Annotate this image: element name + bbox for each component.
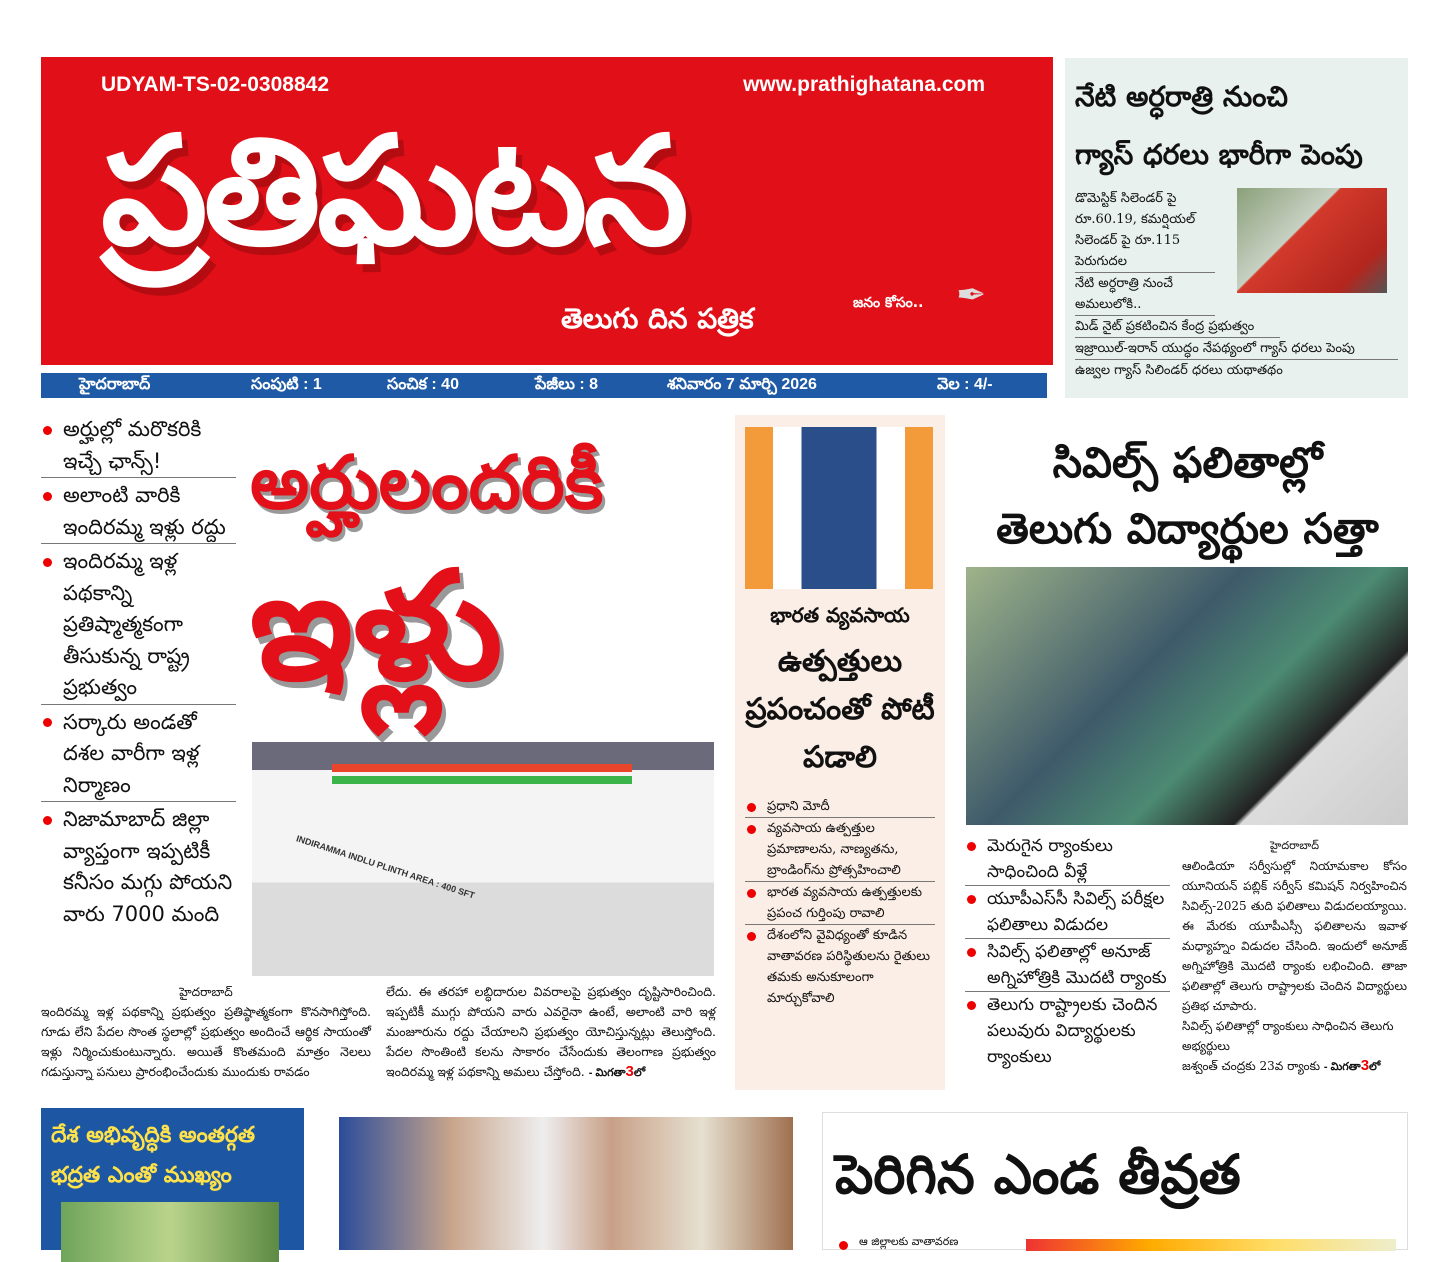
body-text: సివిల్స్ ఫలితాల్లో ర్యాంకులు సాధించిన తెలుగు అభ్యర్థులు [1182, 1019, 1394, 1053]
list-item: యూపీఎస్‌సీ సివిల్స్ పరీక్షల ఫలితాలు విడుదల [965, 886, 1170, 939]
headline: దేశ అభివృద్ధికి అంతర్గత భద్రత ఎంతో ముఖ్యం [51, 1123, 256, 1188]
point: ఉజ్వల గ్యాస్ సిలిండర్ ధరలు యథాతథం [1075, 363, 1283, 378]
civils-bullets [965, 833, 1170, 1070]
list-item: సివిల్స్ ఫలితాల్లో అనూజ్ అగ్నిహోత్రికి మొదటి ర్యాంకు [965, 939, 1170, 992]
price: వెల : 4/- [937, 375, 993, 393]
list-item: తెలుగు రాష్ట్రాలకు చెందిన పలువురు విద్యార్థులకు ర్యాంకులు [965, 992, 1170, 1070]
headline-line-1: సివిల్స్ ఫలితాల్లో [1052, 438, 1323, 487]
lead-bullets [41, 414, 236, 932]
civils-headline[interactable] [960, 430, 1415, 562]
image-caption: INDIRAMMA INDLU PLINTH AREA : 400 SFT [295, 833, 476, 901]
civils-body [1182, 836, 1407, 1076]
students-checking-results-photo [966, 567, 1408, 825]
motto: జనం కోసం.. [853, 295, 924, 311]
lead-headline-1[interactable]: అర్హులందరికీ [250, 440, 604, 526]
list-item: వ్యవసాయ ఉత్పత్తుల ప్రమాణాలను, నాణ్యతను, బ్రాండింగ్‌ను ప్రోత్సహించాలి [745, 818, 935, 882]
volume: సంపుటి : 1 [251, 375, 322, 393]
security-story[interactable] [41, 1108, 304, 1250]
website-link[interactable]: www.prathighatana.com [743, 73, 985, 96]
headline: ఉత్పత్తులు ప్రపంచంతో పోటీ పడాలి [745, 644, 935, 775]
headline-line-2: తెలుగు విద్యార్థుల సత్తా [996, 504, 1379, 553]
kicker: భారత వ్యవసాయ [770, 603, 910, 627]
list-item: ఆ జిల్లాలకు వాతావరణ [837, 1235, 1421, 1251]
quill-icon: ✒ [956, 275, 987, 316]
date: శనివారం 7 మార్చి 2026 [667, 375, 817, 393]
list-item: ఇందిరమ్మ ఇళ్ల పథకాన్ని ప్రతిష్మాత్మకంగా తీసుకున్న రాష్ట్ర ప్రభుత్వం [41, 546, 236, 705]
continued-link[interactable]: - మిగతా3లో [588, 1063, 646, 1080]
registration-number: UDYAM-TS-02-0308842 [101, 73, 329, 96]
list-item: అలాంటి వారికి ఇందిరమ్మ ఇళ్లు రద్దు [41, 480, 236, 544]
info-bar [41, 373, 1047, 398]
dateline: హైదరాబాద్ [1270, 839, 1319, 852]
lead-headline-2[interactable]: ఇళ్లు [250, 540, 503, 714]
house-model-photo [252, 742, 714, 976]
heat-photo [1026, 1239, 1396, 1251]
gas-price-story[interactable] [1065, 58, 1408, 398]
point: మిడ్ నైట్ ప్రకటించిన కేంద్ర ప్రభుత్వం [1075, 316, 1280, 338]
list-item: మెరుగైన ర్యాంకులు సాధించింది వీళ్లే [965, 833, 1170, 886]
list-item: నిజామాబాద్ జిల్లా వ్యాప్తంగా ఇప్పటికీ కనీసం మగ్గు పోయని వారు 7000 మంది [41, 804, 236, 930]
point: నేటి అర్ధరాత్రి నుంచే అమలులోకి.. [1075, 273, 1215, 316]
list-item: ప్రధాని మోదీ [745, 796, 935, 818]
headline-line-2: గ్యాస్ ధరలు భారీగా పెంపు [1075, 138, 1363, 171]
gas-cylinder-photo [1237, 188, 1387, 293]
body-text: జశ్వంత్ చంద్రకు 23వ ర్యాంకు [1182, 1059, 1321, 1073]
masthead [41, 57, 1053, 365]
list-item: అర్హుల్లో మరొకరికి ఇచ్చే ఛాన్స్! [41, 414, 236, 478]
pm-photo [745, 427, 933, 589]
headline-line-1: నేటి అర్ధరాత్రి నుంచి [1075, 80, 1288, 113]
city: హైదరాబాద్ [79, 375, 151, 393]
agri-story[interactable] [735, 415, 945, 1090]
continued-link[interactable]: - మిగతా3లో [1323, 1057, 1381, 1074]
headline: పెరిగిన ఎండ తీవ్రత [835, 1143, 1241, 1206]
list-item: దేశంలోని వైవిధ్యంతో కూడిన వాతావరణ పరిస్థితులను రైతులు తమకు అనుకూలంగా మార్చుకోవాలి [745, 925, 935, 1009]
dateline: హైదరాబాద్ [179, 985, 233, 999]
body-text: ఆలిండియా సర్వీసుల్లో నియామకాల కోసం యూనియన్ పబ్లిక్ సర్వీస్ కమిషన్ నిర్వహించిన సివిల్స్-2025 తుది ఫలితాలు విడుదలయ్యాయి. ఈ మేరకు యూపీఎస్సీ ఫలితాలను ఇవాళ మధ్యాహ్నం విడుదల చేసింది. ఇందులో అనూజ్ అగ్నిహోత్రికి మొదటి ర్యాంకు లభించింది. తాజా ఫలితాల్లో తెలుగు రాష్ట్రాలకు చెందిన విద్యార్థులు ప్రతిభ చూపారు. [1182, 859, 1407, 1013]
issue: సంచిక : 40 [387, 375, 459, 393]
leaders-photo [339, 1117, 793, 1250]
point: డొమెస్టిక్ సిలెండర్ పై రూ.60.19, కమర్షియల్ సిలెండర్ పై రూ.115 పెరుగుదల [1075, 188, 1215, 273]
heat-story[interactable] [822, 1112, 1408, 1250]
point: ఇజ్రాయిల్-ఇరాన్ యుద్ధం నేపథ్యంలో గ్యాస్ ధరలు పెంపు [1075, 338, 1398, 360]
body-column: లేదు. ఈ తరహా లబ్ధిదారుల వివరాలపై ప్రభుత్వం దృష్టిసారించింది. ఇప్పటికీ ముగ్గు పోయని వారు ఎవరైనా ఉంటే, అలాంటి వారి ఇళ్ల మంజూరును రద్దు చేయాలని ప్రభుత్వం యోచిస్తున్నట్లు తెలుస్తోంది. పేదల సొంతింటి కలను సాకారం చేసేందుకు తెలంగాణ ప్రభుత్వం ఇందిరమ్మ ఇళ్ల పథకాన్ని అమలు చేస్తోంది. [386, 984, 716, 1079]
tagline: తెలుగు దిన పత్రిక [561, 302, 754, 335]
body-column: ఇందిరమ్మ ఇళ్ల పథకాన్ని ప్రభుత్వం ప్రతిష్ఠాత్మకంగా కొనసాగిస్తోంది. గూడు లేని పేదల సొంత స్థలాల్లో ప్రభుత్వం అందించే ఆర్థిక సాయంతో ఇళ్లు నిర్మించుకుంటున్నారు. అయితే కొంతమంది మాత్రం నెలలు గడుస్తున్నా పనులు ప్రారంభించేందుకు ముందుకు రావడం [41, 1004, 371, 1079]
pages: పేజీలు : 8 [535, 375, 599, 393]
official-photo [61, 1202, 279, 1262]
list-item: భారత వ్యవసాయ ఉత్పత్తులకు ప్రపంచ గుర్తింపు రావాలి [745, 882, 935, 925]
list-item: సర్కారు అండతో దశల వారీగా ఇళ్ల నిర్మాణం [41, 707, 236, 803]
newspaper-logo: ప్రతిఘటన [101, 105, 685, 279]
